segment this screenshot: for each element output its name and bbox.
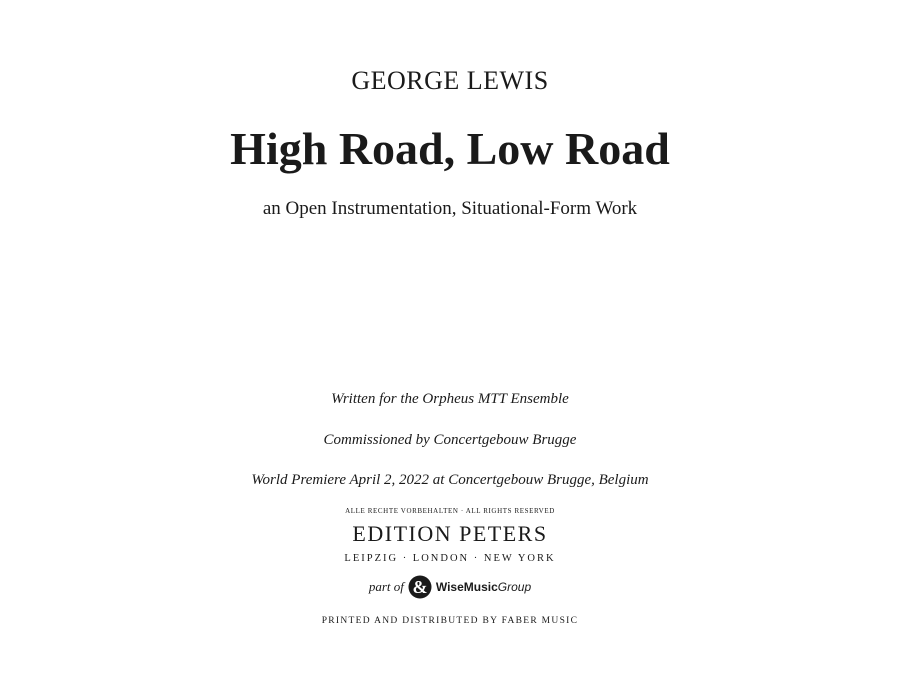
dedication-credit: Written for the Orpheus MTT Ensemble <box>331 391 569 407</box>
premiere-credit: World Premiere April 2, 2022 at Concertgebouw Brugge, Belgium <box>251 472 649 488</box>
svg-text:&: & <box>412 577 428 597</box>
wise-music-logo-icon <box>408 575 432 599</box>
publisher-group-line <box>0 574 900 600</box>
commission-credit: Commissioned by Concertgebouw Brugge <box>323 432 577 448</box>
work-subtitle: an Open Instrumentation, Situational-Form Work <box>262 198 638 219</box>
composer-name: GEORGE LEWIS <box>351 66 549 95</box>
group-name-bold: WiseMusic <box>435 580 498 594</box>
publisher-name: EDITION PETERS <box>352 521 548 546</box>
rights-notice: ALLE RECHTE VORBEHALTEN · ALL RIGHTS RESERVED <box>345 507 555 515</box>
publisher-cities: LEIPZIG · LONDON · NEW YORK <box>344 553 556 564</box>
work-title: High Road, Low Road <box>230 123 670 174</box>
distributor-notice: PRINTED AND DISTRIBUTED BY FABER MUSIC <box>321 616 579 626</box>
group-name-italic: Group <box>497 580 532 594</box>
group-name <box>436 580 531 594</box>
part-of-label: part of <box>368 579 404 594</box>
